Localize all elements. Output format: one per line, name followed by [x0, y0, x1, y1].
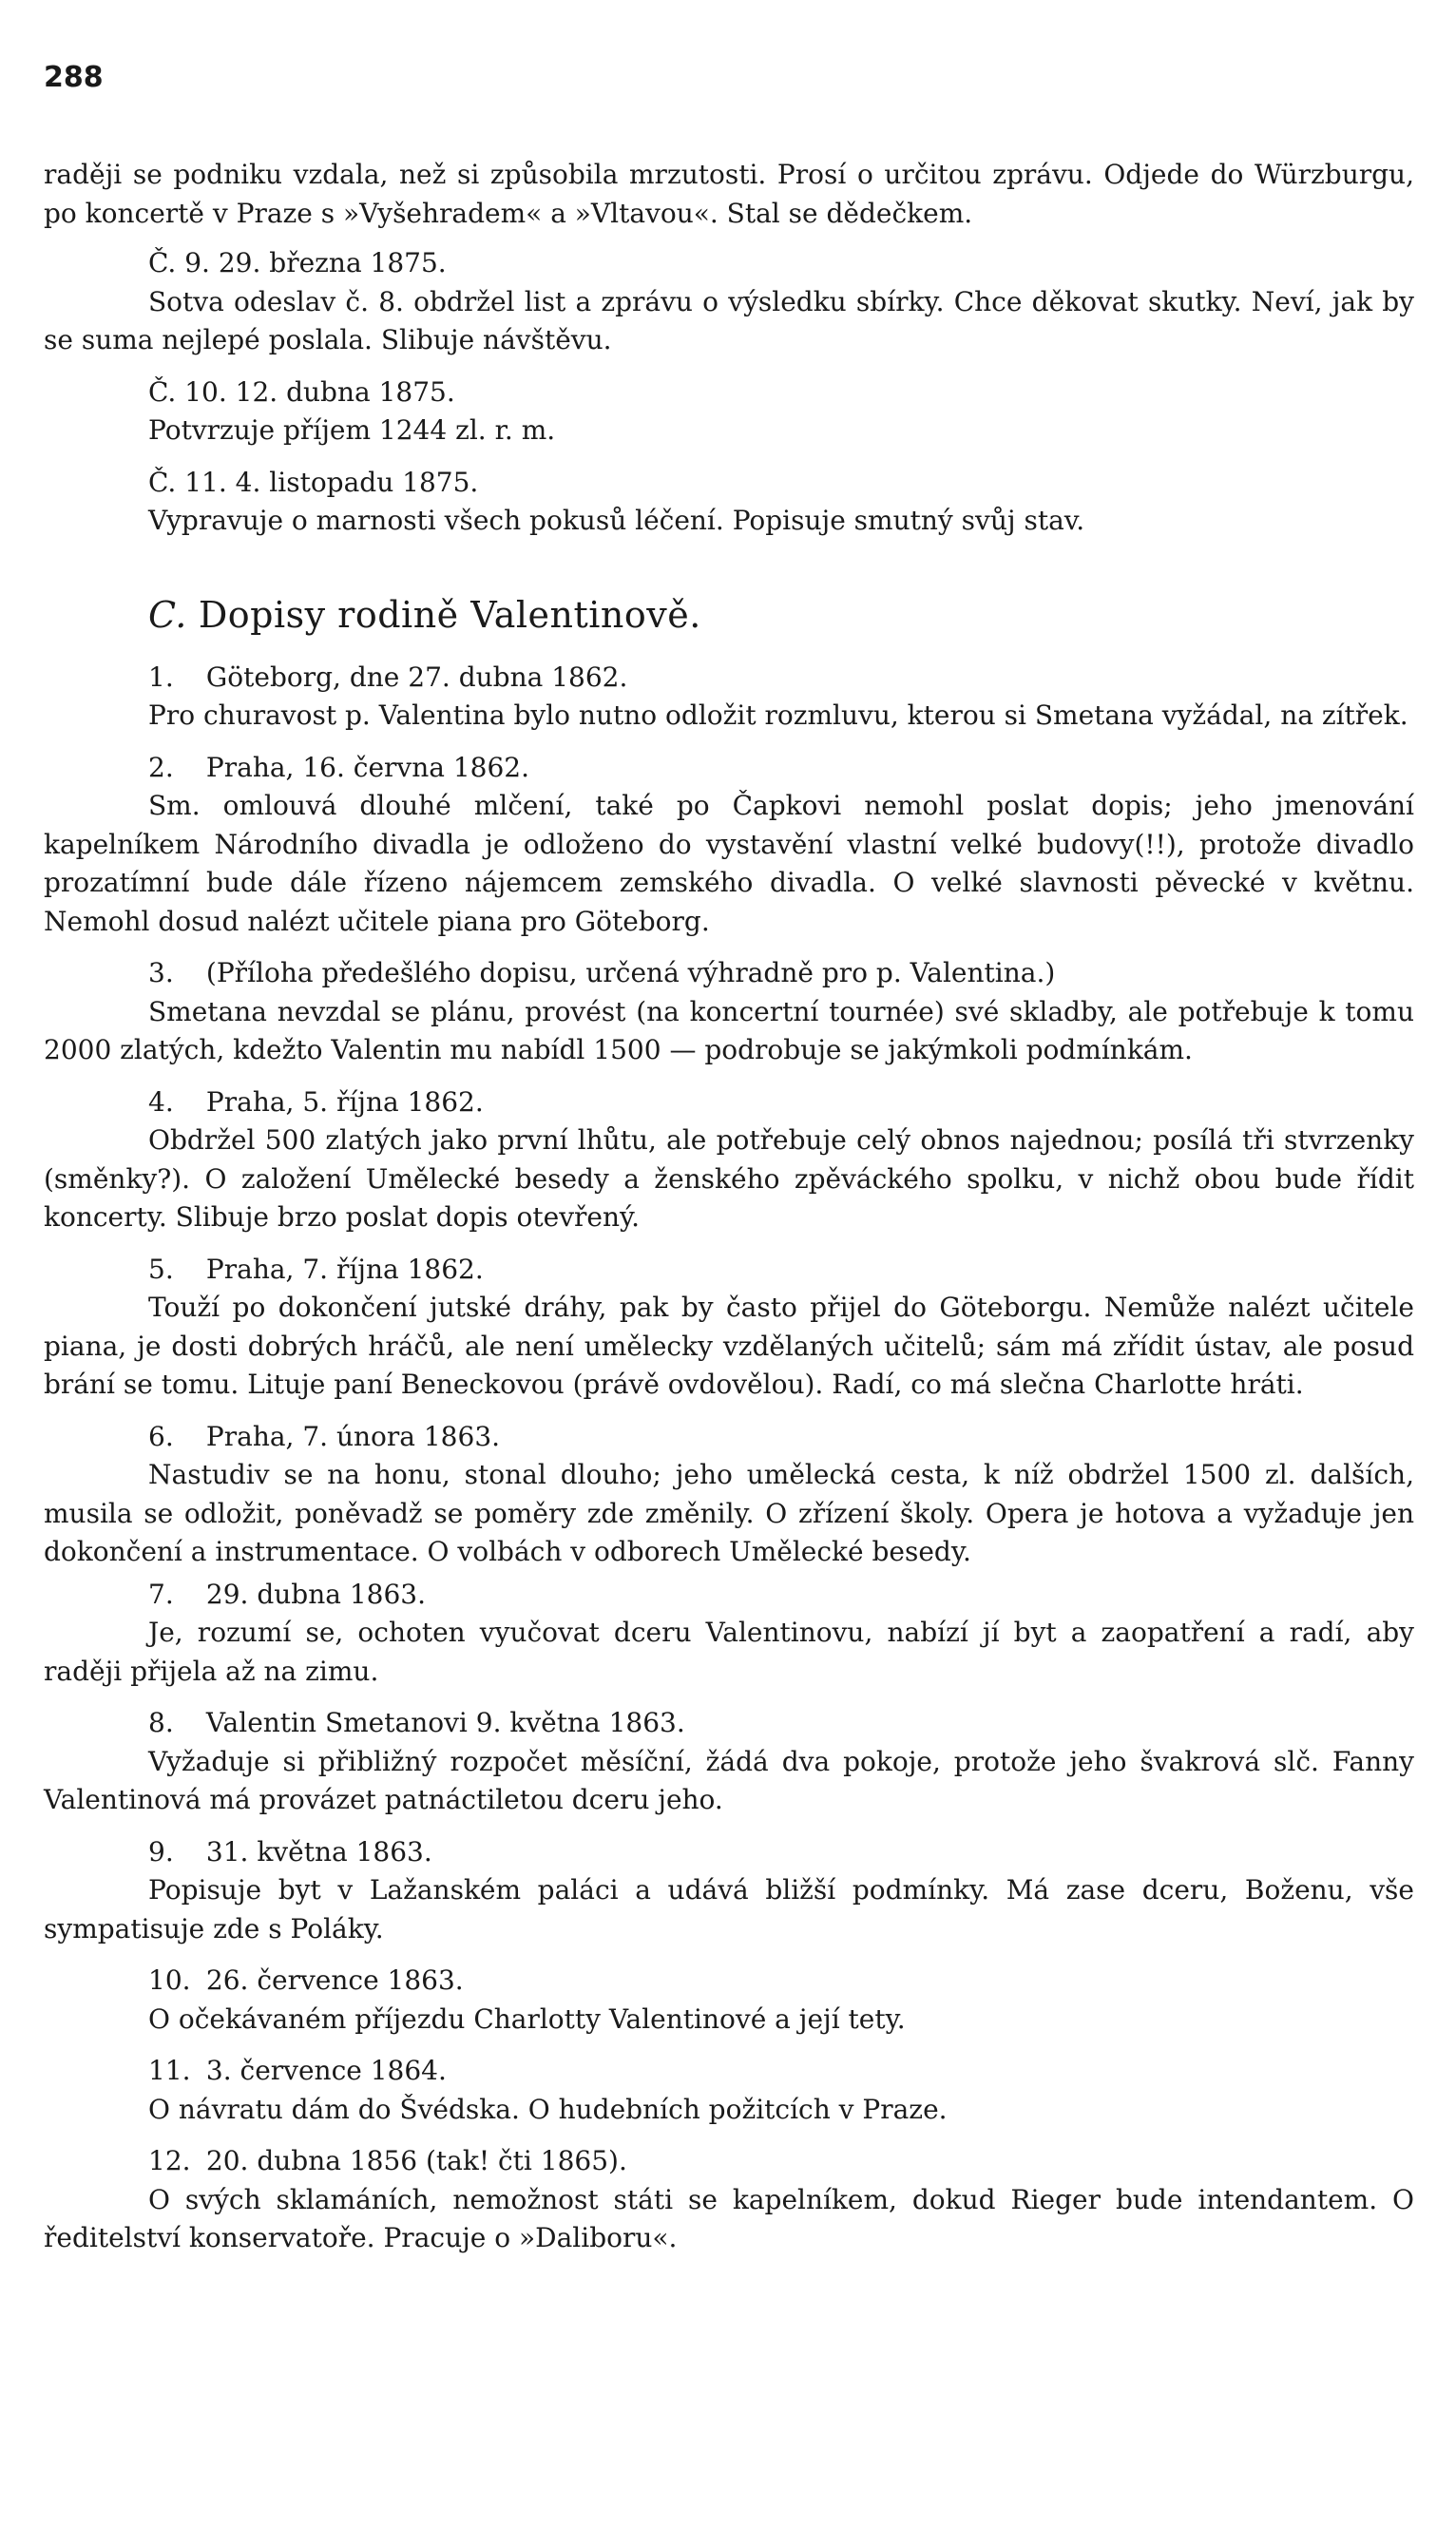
entry-heading	[148, 464, 1414, 503]
letter-heading	[148, 659, 1414, 698]
letter-summary: Smetana nevzdal se plánu, provést (na koncertní tournée) své skladby, ale potřebuje k tomu 2000 zlatých, kdežto Valentin mu nabídl 1500 — podrobuje se jakýmkoli podmínkám.	[44, 995, 1414, 1065]
letter-number: 12.	[148, 2145, 191, 2176]
letter-heading	[148, 1962, 1414, 2001]
letter-summary: Popisuje byt v Lažanském paláci a udává bližší podmínky. Má zase dceru, Boženu, vše sympatisuje zde s Poláky.	[44, 1874, 1414, 1945]
page-number: 288	[44, 61, 104, 94]
entry-number: Č. 10.	[148, 375, 227, 408]
letter-date: Valentin Smetanovi 9. května 1863.	[205, 1707, 685, 1738]
letter-heading	[148, 1083, 1414, 1122]
letter-number: 7.	[148, 1578, 174, 1610]
entry-number: Č. 11.	[148, 466, 227, 498]
letter-number: 8.	[148, 1707, 174, 1738]
entry-text: Potvrzuje příjem 1244 zl. r. m.	[148, 414, 556, 446]
letter-heading	[148, 1418, 1414, 1457]
letter-heading	[148, 1833, 1414, 1872]
letter-date: Praha, 7. února 1863.	[205, 1420, 501, 1452]
letter-date: (Příloha předešlého dopisu, určená výhradně pro p. Valentina.)	[205, 957, 1056, 988]
letter-date: 20. dubna 1856 (tak! čti 1865).	[205, 2145, 627, 2176]
letter-summary: Pro churavost p. Valentina bylo nutno odložit rozmluvu, kterou si Smetana vyžádal, na zítřek.	[148, 699, 1408, 731]
letter-heading	[148, 954, 1414, 993]
entry-text: Sotva odeslav č. 8. obdržel list a zprávu o výsledku sbírky. Chce děkovat skutky. Neví, jak by se suma nejlepé poslala. Slibuje návštěvu.	[44, 285, 1414, 355]
letter-heading	[148, 749, 1414, 788]
document-body	[44, 156, 1414, 2258]
section-heading	[148, 592, 1414, 638]
letter-date: 29. dubna 1863.	[205, 1578, 427, 1610]
entry-date: 29. března 1875.	[218, 247, 447, 278]
letter-heading	[148, 1704, 1414, 1743]
letter-number: 4.	[148, 1085, 174, 1118]
entry-text: Vypravuje o marnosti všech pokusů léčení. Popisuje smutný svůj stav.	[148, 505, 1085, 536]
entry-date: 4. listopadu 1875.	[235, 466, 479, 498]
letter-number: 6.	[148, 1420, 174, 1452]
entry-heading	[148, 374, 1414, 412]
letter-number: 5.	[148, 1253, 174, 1285]
section-letter: C.	[148, 593, 187, 636]
letter-number: 3.	[148, 957, 174, 988]
letter-heading	[148, 1251, 1414, 1290]
letter-summary: Touží po dokončení jutské dráhy, pak by často přijel do Göteborgu. Nemůže nalézt učitele piana, je dosti dobrých hráčů, ale není umělecky vzdělaných učitelů; sám má zřídit ústav, ale posud brání se tomu. Lituje paní Beneckovou (právě ovdovělou). Radí, co má slečna Charlotte hráti.	[44, 1292, 1414, 1400]
continuation-paragraph: raději se podniku vzdala, než si způsobila mrzutosti. Prosí o určitou zprávu. Odjede do Würzburgu, po koncertě v Praze s »Vyšehradem« a »Vltavou«. Stal se dědečkem.	[44, 159, 1414, 229]
letter-heading	[148, 2052, 1414, 2091]
letter-summary: Nastudiv se na honu, stonal dlouho; jeho umělecká cesta, k níž obdržel 1500 zl. dalších, musila se odložit, poněvadž se poměry zde změnily. O zřízení školy. Opera je hotova a vyžaduje jen dokončení a instrumentace. O volbách v odborech Umělecké besedy.	[44, 1459, 1414, 1567]
letter-summary: Sm. omlouvá dlouhé mlčení, také po Čapkovi nemohl poslat dopis; jeho jmenování kapelníkem Národního divadla je odloženo do vystavění vlastní velké budovy(!!), protože divadlo prozatímní bude dále řízeno nájemcem zemského divadla. O velké slavnosti pěvecké v květnu. Nemohl dosud nalézt učitele piana pro Göteborg.	[44, 790, 1414, 937]
letter-number: 2.	[148, 751, 174, 783]
letter-number: 10.	[148, 1964, 191, 1996]
letter-summary: Obdržel 500 zlatých jako první lhůtu, ale potřebuje celý obnos najednou; posílá tři stvrzenky (směnky?). O založení Umělecké besedy a ženského zpěváckého spolku, v nichž obou bude řídit koncerty. Slibuje brzo poslat dopis otevřený.	[44, 1124, 1414, 1233]
letter-date: Praha, 16. června 1862.	[205, 751, 530, 783]
letter-date: Praha, 7. října 1862.	[205, 1253, 484, 1285]
entry-date: 12. dubna 1875.	[235, 375, 455, 408]
letter-date: 3. července 1864.	[205, 2055, 447, 2086]
letter-number: 9.	[148, 1835, 174, 1868]
entry-heading	[148, 244, 1414, 283]
letter-date: Praha, 5. října 1862.	[205, 1085, 484, 1118]
section-title: Dopisy rodině Valentinově.	[198, 593, 701, 636]
letter-number: 1.	[148, 661, 174, 693]
letter-date: 26. července 1863.	[205, 1964, 464, 1996]
letter-number: 11.	[148, 2055, 191, 2086]
entry-number: Č. 9.	[148, 247, 210, 278]
letter-date: 31. května 1863.	[205, 1835, 432, 1868]
letter-summary: O návratu dám do Švédska. O hudebních požitcích v Praze.	[148, 2093, 948, 2125]
letter-date: Göteborg, dne 27. dubna 1862.	[205, 661, 628, 693]
letter-summary: O svých sklamáních, nemožnost státi se kapelníkem, dokud Rieger bude intendantem. O ředitelství konservatoře. Pracuje o »Daliboru«.	[44, 2183, 1414, 2253]
letter-heading	[148, 2142, 1414, 2181]
letter-heading	[148, 1576, 1414, 1615]
letter-summary: Vyžaduje si přibližný rozpočet měsíční, žádá dva pokoje, protože jeho švakrová slč. Fanny Valentinová má provázet patnáctiletou dceru jeho.	[44, 1745, 1414, 1815]
letter-summary: Je, rozumí se, ochoten vyučovat dceru Valentinovu, nabízí jí byt a zaopatření a radí, aby raději přijela až na zimu.	[44, 1617, 1414, 1687]
letter-summary: O očekávaném příjezdu Charlotty Valentinové a její tety.	[148, 2002, 906, 2035]
